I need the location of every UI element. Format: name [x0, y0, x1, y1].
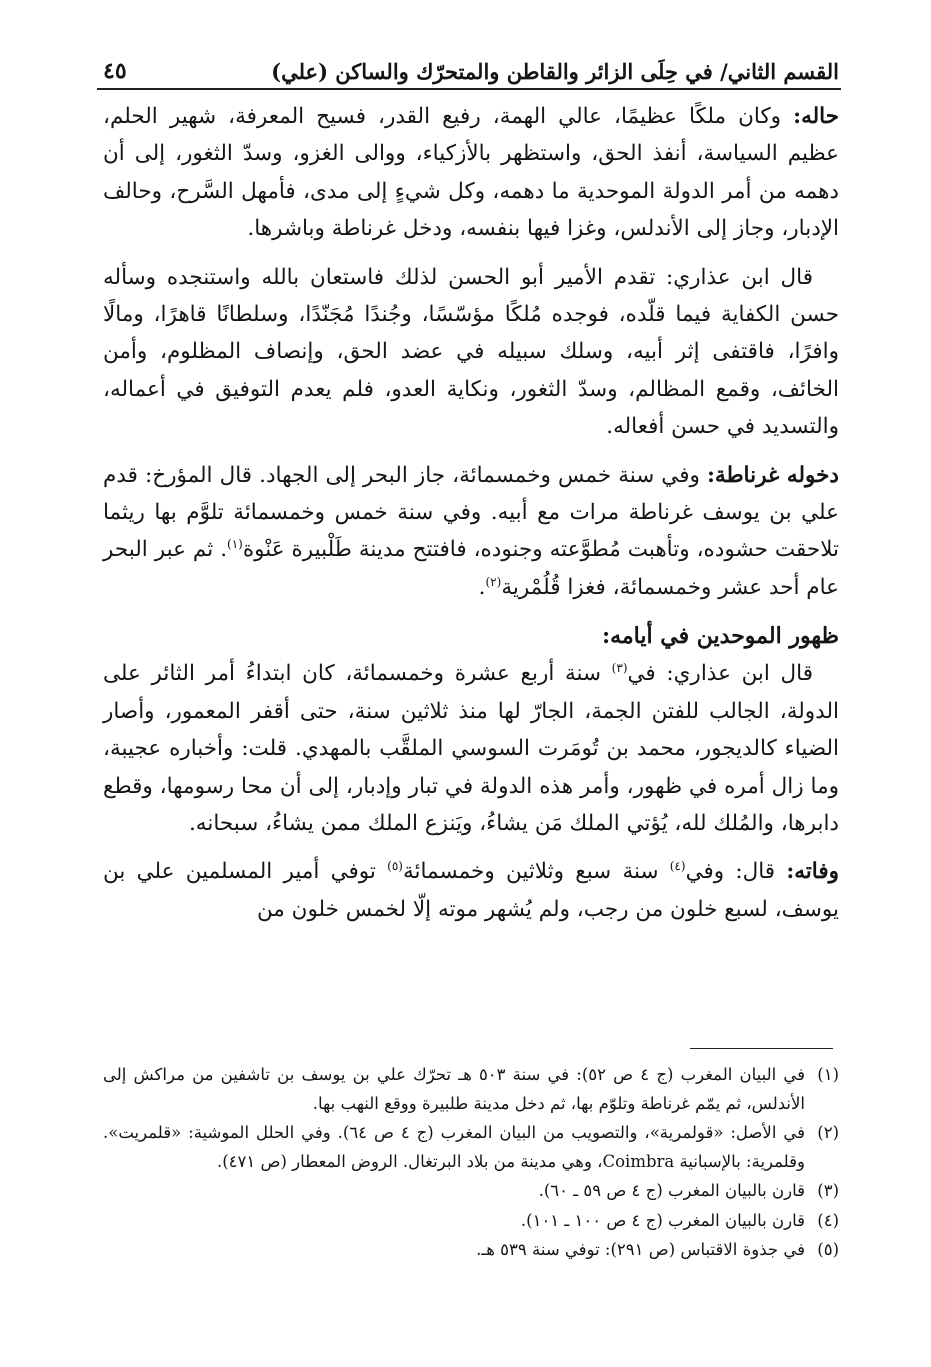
paragraph-condition	[103, 98, 839, 248]
paragraph-text: قال ابن عذاري: تقدم الأمير أبو الحسن لذلك فاستعان بالله واستنجده وسأله حسن الكفاية فيما قلّده، فوجده مُلكًا مؤسّسًا، وجُندًا مُجَنّدًا، وسلطانًا قاهرًا، ومالًا وافرًا، فاقتفى إثر أبيه، وسلك سبيله في عضد الحق، وإنصاف المظلوم، وأمن الخائف، وقمع المظالم، وسدّ الثغور، ونكاية العدو، فلم يعدم التوفيق في أعماله، والتسديد في حسن أفعاله.	[103, 264, 839, 440]
footnote-ref-3[interactable]: (٣)	[611, 661, 628, 676]
paragraph-text: .	[478, 574, 486, 600]
running-title: القسم الثاني/ في حِلَى الزائر والقاطن والمتحرّك والساكن (علي)	[271, 59, 839, 84]
paragraph-text: سنة سبع وثلاثين وخمسمائة	[402, 859, 670, 885]
footnote-text: قارن بالبيان المغرب (ج ٤ ص ٥٩ ـ ٦٠).	[538, 1181, 805, 1200]
paragraph-death	[103, 853, 839, 928]
paragraph-text: قال ابن عذاري: في	[627, 661, 814, 687]
footnote-number: (٣)	[817, 1181, 839, 1200]
footnote-ref-2[interactable]: (٢)	[485, 574, 502, 589]
paragraph-almohads	[103, 655, 839, 842]
section-lead-death: وفاته:	[786, 859, 840, 885]
footnote-number: (٥)	[817, 1240, 839, 1259]
paragraph-text: توفي أمير المسلمين علي بن يوسف، لسبع خلون من رجب، ولم يُشهر موته إلّا لخمس خلون من	[103, 859, 839, 922]
paragraph-ibn-idhari	[103, 259, 839, 446]
paragraph-text: قال: وفي	[685, 859, 787, 885]
footnote-number: (٢)	[817, 1123, 839, 1142]
footnote-text: في البيان المغرب (ج ٤ ص ٥٢): في سنة ٥٠٣ هـ تحرّك علي بن يوسف بن تاشفين من مراكش إلى الأندلس، ثم يمّم غرناطة وتلوّم بها، ثم دخل مدينة طلبيرة ووقع النهب بها.	[103, 1065, 805, 1113]
main-text	[103, 98, 839, 939]
footnote-text: في الأصل: «قولمرية»، والتصويب من البيان المغرب (ج ٤ ص ٦٤). وفي الحلل الموشية: «قلمريت». وقلمرية: بالإسبانية Coimbra، وهي مدينة من بلاد البرتغال. الروض المعطار (ص ٤٧١).	[103, 1123, 805, 1171]
section-heading-almohads: ظهور الموحدين في أيامه:	[601, 623, 839, 650]
footnote-item	[103, 1119, 839, 1176]
section-lead-condition: حاله:	[793, 104, 839, 129]
footnote-number: (١)	[817, 1065, 839, 1084]
footnote-item	[103, 1061, 839, 1118]
running-header	[103, 44, 839, 84]
footnote-item	[103, 1236, 839, 1265]
footnote-number: (٤)	[817, 1210, 839, 1230]
page-number: ٤٥	[103, 58, 127, 84]
footnote-text: قارن بالبيان المغرب (ج ٤ ص ١٠٠ ـ ١٠١).	[520, 1210, 805, 1230]
paragraph-text: وكان ملكًا عظيمًا، عالي الهمة، رفيع القدر، فسيح المعرفة، شهير الحلم، عظيم السياسة، أنفذ الحق، واستظهر بالأزكياء، ووالى الغزو، وسدّ الثغور، إلى أن دهمه من أمر الدولة الموحدية ما دهمه، وكل شيءٍ إلى مدى، فأمهل السَّرح، وحالف الإدبار، وجاز إلى الأندلس، وغزا فيها بنفسه، ودخل غرناطة وباشرها.	[103, 104, 839, 242]
header-rule	[97, 88, 841, 90]
footnote-ref-5[interactable]: (٥)	[387, 859, 403, 874]
paragraph-text: وفي سنة خمس وخمسمائة، جاز البحر إلى الجهاد. قال المؤرخ: قدم علي بن يوسف غرناطة مرات مع أبيه. وفي سنة خمس وخمسمائة تلوَّم بها ريثما تلاحقت حشوده، وتأهبت مُطوَّعته وجنوده، فافتتح مدينة طَلْبيرة عَنْوة	[103, 462, 840, 563]
footnote-item	[103, 1177, 839, 1206]
footnote-text: في جذوة الاقتباس (ص ٢٩١): توفي سنة ٥٣٩ هـ.	[476, 1240, 805, 1259]
footnote-item	[103, 1207, 839, 1236]
footnote-rule	[690, 1048, 833, 1049]
paragraph-text: سنة أربع عشرة وخمسمائة، كان ابتداءُ أمر الثائر على الدولة، الجالب للفتن الجمة، الجارّ لها منذ ثلاثين سنة، حتى أقفر المعمور، وأصار الضياء كالديجور، محمد بن تُومَرت السوسي الملقَّب بالمهدي. قلت: وأخباره عجيبة، وما زال أمره في ظهور، وأمر هذه الدولة في تبار وإدبار، إلى أن محا رسومها، وقطع دابرها، والمُلك لله، يُؤتي الملك مَن يشاءُ، ويَنزع الملك ممن يشاءُ، سبحانه.	[103, 661, 839, 836]
footnote-ref-4[interactable]: (٤)	[669, 859, 686, 874]
paragraph-text: . ثم عبر البحر عام أحد عشر وخمسمائة، فغزا قُلُمْرية	[103, 537, 839, 600]
footnotes	[103, 1061, 839, 1266]
section-lead-granada: دخوله غرناطة:	[706, 462, 839, 488]
footnote-ref-1[interactable]: (١)	[227, 537, 243, 552]
paragraph-entering-granada	[103, 457, 839, 607]
